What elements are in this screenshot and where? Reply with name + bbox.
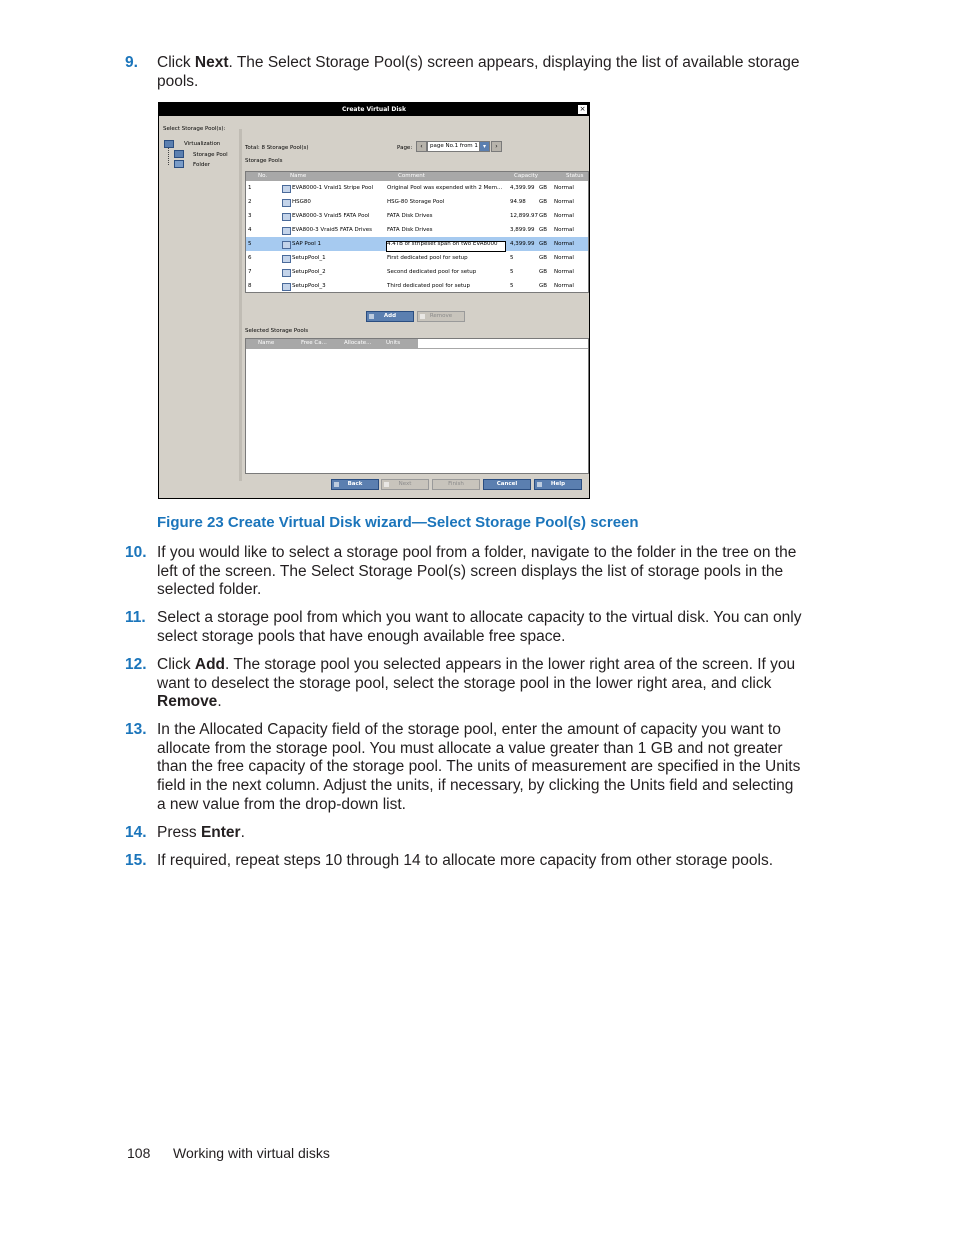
step-text: Press Enter. [157, 824, 245, 841]
cell-status: Normal [554, 241, 574, 247]
column-header-name[interactable]: Name [258, 340, 275, 346]
dialog-title: Create Virtual Disk [342, 106, 406, 113]
storage-pools-table [245, 171, 589, 293]
storage-pool-icon [282, 227, 291, 235]
table-row[interactable] [246, 209, 588, 223]
step-text: Click Next. The Select Storage Pool(s) screen appears, displaying the list of available storage pools. [157, 54, 800, 90]
cell-comment: First dedicated pool for setup [387, 255, 468, 261]
add-icon [369, 314, 374, 319]
step-number: 12. [125, 656, 147, 673]
next-page-icon[interactable]: › [491, 141, 502, 152]
cell-unit: GB [539, 213, 548, 219]
cell-unit: GB [539, 241, 548, 247]
cell-capacity: 4,399.99 [510, 185, 535, 191]
cell-no: 7 [248, 269, 252, 275]
cell-capacity: 3,899.99 [510, 227, 535, 233]
cell-no: 6 [248, 255, 252, 261]
cell-capacity: 12,899.97 [510, 213, 538, 219]
cell-comment: FATA Disk Drives [387, 213, 433, 219]
cell-status: Normal [554, 255, 574, 261]
header-divider [246, 348, 588, 349]
virtualization-icon [164, 140, 174, 148]
cell-capacity: 5 [510, 283, 514, 289]
cell-status: Normal [554, 227, 574, 233]
cell-status: Normal [554, 185, 574, 191]
table-row[interactable] [246, 195, 588, 209]
cell-unit: GB [539, 283, 548, 289]
cell-name: SetupPool_1 [292, 255, 326, 261]
cell-name: EVA8000-1 Vraid1 Stripe Pool [292, 185, 373, 191]
step-text: If required, repeat steps 10 through 14 to allocate more capacity from other storage pools. [157, 852, 774, 869]
cell-name: EVA800-3 Vraid5 FATA Drives [292, 227, 373, 233]
column-header-comment[interactable]: Comment [398, 173, 425, 179]
total-pools-label: Total: 8 Storage Pool(s) [245, 145, 309, 151]
storage-pool-icon [174, 150, 184, 158]
chevron-down-icon[interactable]: ▾ [479, 141, 490, 152]
cell-unit: GB [539, 255, 548, 261]
step-9 [125, 54, 805, 91]
finish-button[interactable]: Finish [432, 479, 480, 490]
selected-table-header [246, 339, 418, 348]
step-15 [125, 852, 805, 871]
step-14 [125, 824, 805, 843]
page-select[interactable]: page No.1 from 1 [427, 141, 489, 152]
cell-no: 4 [248, 227, 252, 233]
cell-capacity: 5 [510, 269, 514, 275]
close-icon[interactable]: × [579, 105, 586, 113]
step-number: 10. [125, 544, 147, 561]
cell-comment: HSG-80 Storage Pool [387, 199, 445, 205]
cell-capacity: 4,399.99 [510, 241, 535, 247]
selected-storage-pools-label: Selected Storage Pools [245, 328, 309, 334]
cell-comment: Third dedicated pool for setup [387, 283, 471, 289]
cell-no: 2 [248, 199, 252, 205]
step-12 [125, 656, 805, 712]
table-row[interactable] [246, 279, 588, 293]
create-virtual-disk-dialog [158, 102, 590, 499]
column-header-name[interactable]: Name [290, 173, 307, 179]
step-number: 11. [125, 609, 146, 626]
step-13 [125, 721, 805, 815]
page-number: 108 [127, 1145, 151, 1161]
cell-comment: Second dedicated pool for setup [387, 269, 477, 275]
cancel-button[interactable]: Cancel [483, 479, 531, 490]
tree-item-virtualization[interactable]: Virtualization [184, 141, 221, 147]
column-header-free-capacity[interactable]: Free Ca... [301, 340, 327, 346]
step-number: 15. [125, 852, 147, 869]
column-header-capacity[interactable]: Capacity [514, 173, 539, 179]
help-button[interactable]: Help [534, 479, 582, 490]
next-button[interactable]: Next [381, 479, 429, 490]
step-11 [125, 609, 805, 646]
tree-item-storage-pool[interactable]: Storage Pool [193, 152, 228, 158]
cell-comment: FATA Disk Drives [387, 227, 433, 233]
select-storage-pools-label: Select Storage Pool(s): [163, 126, 226, 132]
table-row[interactable] [246, 223, 588, 237]
storage-pool-icon [282, 241, 291, 249]
step-10 [125, 544, 805, 600]
table-row[interactable] [246, 237, 588, 251]
next-icon [384, 482, 389, 487]
cell-capacity: 5 [510, 255, 514, 261]
cell-unit: GB [539, 227, 548, 233]
cell-unit: GB [539, 185, 548, 191]
cell-name: SetupPool_2 [292, 269, 326, 275]
cell-comment: 4.4TB of stripeset span on two EVA8000 [387, 241, 498, 247]
table-row[interactable] [246, 265, 588, 279]
step-text: Select a storage pool from which you want to allocate capacity to the virtual disk. You can only select storage pools that have enough available free space. [157, 609, 802, 645]
add-button[interactable]: Add [366, 311, 414, 322]
selected-pools-table [245, 338, 589, 474]
storage-pool-icon [282, 213, 291, 221]
figure-caption: Figure 23 Create Virtual Disk wizard—Select Storage Pool(s) screen [157, 514, 639, 531]
cell-status: Normal [554, 199, 574, 205]
cell-name: SetupPool_3 [292, 283, 326, 289]
step-number: 13. [125, 721, 147, 738]
help-icon [537, 482, 542, 487]
section-title: Working with virtual disks [173, 1145, 330, 1161]
table-row[interactable] [246, 181, 588, 195]
folder-icon [174, 160, 184, 168]
cell-name: EVA8000-3 Vraid5 FATA Pool [292, 213, 370, 219]
cell-no: 5 [248, 241, 252, 247]
prev-page-icon[interactable]: ‹ [416, 141, 427, 152]
step-text: In the Allocated Capacity field of the storage pool, enter the amount of capacity you want to allocate from the storage pool. You must allocate a value greater than 1 GB and not greater than the free capacity of the storage pool. The units of measurement are specified in the Units field in the next column. Adjust the units, if necessary, by clicking the Units field and selecting a new value from the drop-down list. [157, 721, 801, 813]
cell-no: 3 [248, 213, 252, 219]
cell-name: HSG80 [292, 199, 311, 205]
storage-pool-icon [282, 283, 291, 291]
table-row[interactable] [246, 251, 588, 265]
cell-status: Normal [554, 213, 574, 219]
cell-name: SAP Pool 1 [292, 241, 322, 247]
cell-no: 1 [248, 185, 252, 191]
cell-unit: GB [539, 269, 548, 275]
step-number: 14. [125, 824, 147, 841]
cell-status: Normal [554, 269, 574, 275]
column-header-no[interactable]: No. [258, 173, 268, 179]
step-text: Click Add. The storage pool you selected appears in the lower right area of the screen. If you want to deselect the storage pool, select the storage pool in the lower right area, and click Remove. [157, 656, 796, 711]
column-header-units[interactable]: Units [386, 340, 401, 346]
page-label: Page: [397, 145, 413, 151]
storage-pool-icon [282, 269, 291, 277]
storage-pool-icon [282, 199, 291, 207]
back-icon [334, 482, 339, 487]
page-footer [127, 1145, 330, 1161]
cell-capacity: 94.98 [510, 199, 526, 205]
splitter[interactable] [239, 129, 242, 481]
cell-status: Normal [554, 283, 574, 289]
tree-item-folder[interactable]: Folder [193, 162, 210, 168]
table-header [246, 172, 588, 181]
tree-line [168, 147, 169, 165]
step-number: 9. [125, 54, 138, 71]
step-text: If you would like to select a storage pool from a folder, navigate to the folder in the tree on the left of the screen. The Select Storage Pool(s) screen displays the list of storage pools in the selected folder. [157, 544, 797, 599]
cell-no: 8 [248, 283, 252, 289]
storage-pool-icon [282, 185, 291, 193]
remove-button[interactable]: Remove [417, 311, 465, 322]
column-header-allocate[interactable]: Allocate... [344, 340, 372, 346]
dialog-title-bar [159, 103, 589, 116]
remove-icon [420, 314, 425, 319]
column-header-status[interactable]: Status [566, 173, 584, 179]
back-button[interactable]: Back [331, 479, 379, 490]
cell-unit: GB [539, 199, 548, 205]
cell-comment: Original Pool was expended with 2 Mem... [387, 185, 503, 191]
storage-pool-icon [282, 255, 291, 263]
storage-pools-label: Storage Pools [245, 158, 283, 164]
